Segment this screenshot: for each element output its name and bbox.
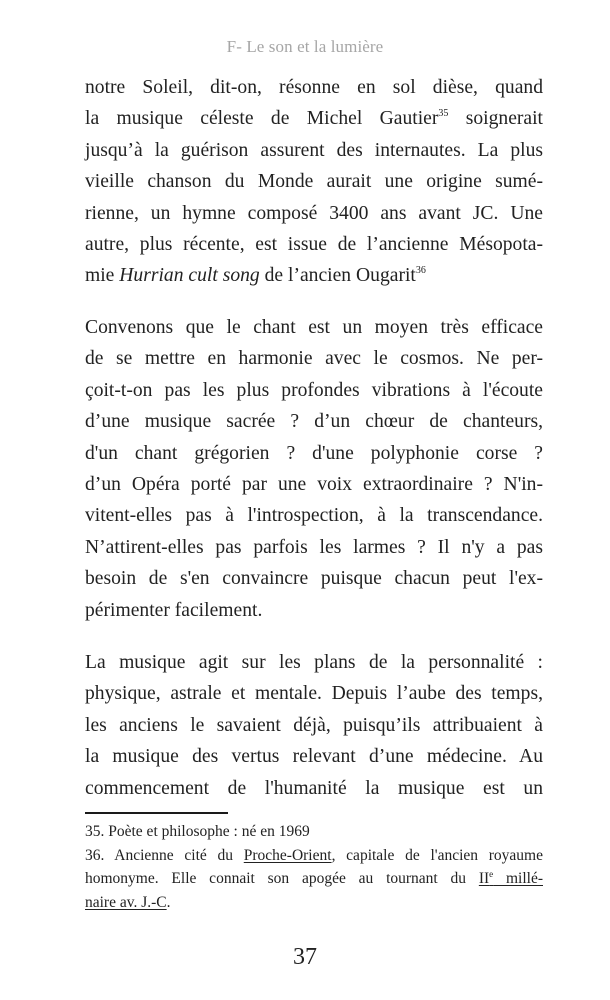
paragraph-2: [85, 312, 543, 626]
footnote-36-line-1: [85, 844, 543, 868]
footnotes: [85, 820, 543, 914]
text-segment: 36. Ancienne cité du: [85, 846, 244, 864]
text-line: [85, 103, 543, 134]
text-line: Convenons que le chant est un moyen très efficace: [85, 317, 543, 338]
link-millenaire[interactable]: [479, 870, 543, 887]
footnote-ref-36[interactable]: 36: [415, 264, 426, 276]
text-line: d'un chant grégorien ? d'une polyphonie corse ?: [85, 442, 543, 464]
text-segment: homonyme. Elle connait son apogée au tournant du: [85, 870, 479, 887]
text-line: N’attirent-elles pas parfois les larmes ? Il n'y a pas: [85, 536, 543, 558]
italic-song-title: Hurrian cult song: [119, 265, 260, 287]
roman-numeral: II: [478, 870, 490, 887]
text-line: vieille chanson du Monde aurait une origine sumé-: [85, 171, 543, 193]
text-segment: de l’ancien Ougarit: [259, 265, 416, 287]
text-line: de se mettre en harmonie avec le cosmos. Ne per-: [85, 348, 543, 370]
text-segment: millé-: [493, 870, 543, 887]
page-number: 37: [293, 944, 317, 970]
footnote-separator: [85, 812, 228, 814]
text-line: commencement de l'humanité la musique est un: [85, 777, 543, 799]
text-segment: mie: [85, 265, 120, 287]
text-line: rienne, un hymne composé 3400 ans avant JC. Une: [85, 202, 543, 224]
link-millenaire-cont[interactable]: naire av. J.-C: [85, 893, 167, 911]
running-header-title: F- Le son et la lumière: [226, 37, 384, 56]
text-segment: , capitale de l'ancien royaume: [331, 846, 543, 864]
text-line: périmenter facilement.: [85, 599, 263, 621]
paragraph-1: [85, 72, 543, 292]
text-line: La musique agit sur les plans de la personnalité :: [85, 652, 543, 673]
text-segment: .: [166, 893, 171, 911]
footnote-36-line-2: [85, 867, 543, 891]
text-line: jusqu’à la guérison assurent des internautes. La plus: [85, 139, 543, 161]
footnote-35: 35. Poète et philosophe : né en 1969: [85, 823, 310, 840]
footnote-ref-35[interactable]: 35: [438, 107, 449, 119]
text-segment: soignerait: [448, 108, 543, 130]
text-line: autre, plus récente, est issue de l’ancienne Mésopota-: [85, 233, 543, 255]
paragraph-3: [85, 647, 543, 804]
ordinal-superscript: e: [489, 868, 494, 879]
text-line: physique, astrale et mentale. Depuis l’aube des temps,: [85, 683, 543, 705]
text-line: çoit-t-on pas les plus profondes vibrations à l'écoute: [85, 379, 543, 401]
text-line: d’une musique sacrée ? d’un chœur de chanteurs,: [85, 411, 543, 433]
text-line: d’un Opéra porté par une voix extraordinaire ? N'in-: [85, 473, 543, 495]
text-segment: la musique céleste de Michel Gautier: [85, 108, 439, 130]
text-line: notre Soleil, dit-on, résonne en sol dièse, quand: [85, 77, 543, 98]
text-line: la musique des vertus relevant d’une médecine. Au: [85, 746, 543, 768]
text-line: besoin de s'en convaincre puisque chacun peut l'ex-: [85, 568, 543, 590]
link-proche-orient[interactable]: Proche-Orient: [243, 846, 332, 864]
text-line: vitent-elles pas à l'introspection, à la transcendance.: [85, 505, 543, 527]
text-line: [85, 260, 543, 291]
text-line: les anciens le savaient déjà, puisqu’ils attribuaient à: [85, 714, 543, 736]
footnote-36-line-3: [85, 891, 543, 915]
